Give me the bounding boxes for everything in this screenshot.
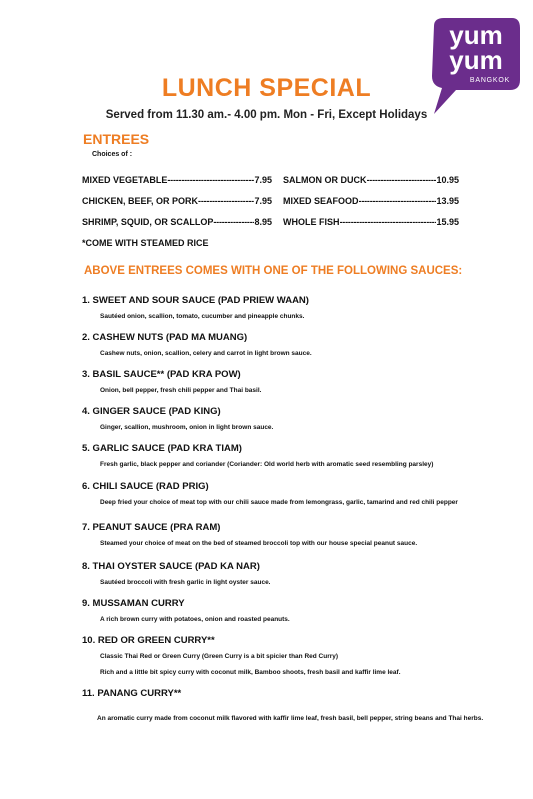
sauce-name: 9. MUSSAMAN CURRY [82, 598, 185, 609]
sauce-name: 3. BASIL SAUCE** (PAD KRA POW) [82, 369, 241, 380]
entree-price: 10.95 [436, 175, 459, 185]
sauce-item [82, 443, 502, 468]
logo-text-bangkok: BANGKOK [469, 77, 511, 84]
sauce-name: 8. THAI OYSTER SAUCE (PAD KA NAR) [82, 561, 260, 572]
sauce-name: 4. GINGER SAUCE (PAD KING) [82, 406, 221, 417]
sauce-item [82, 406, 502, 431]
sauce-description: Fresh garlic, black pepper and coriander (Coriander: Old world herb with aromatic seed resembling parsley) [100, 461, 434, 468]
sauce-description: A rich brown curry with potatoes, onion and roasted peanuts. [100, 616, 290, 623]
entree-item [283, 196, 459, 206]
sauce-item [82, 688, 502, 722]
entree-item [82, 175, 272, 185]
steamed-rice-note: *COME WITH STEAMED RICE [82, 238, 209, 248]
dot-leader [340, 217, 437, 227]
entrees-heading: ENTREES [83, 131, 150, 147]
page-title: LUNCH SPECIAL [161, 74, 372, 102]
sauce-description: Onion, bell pepper, fresh chili pepper and Thai basil. [100, 387, 262, 394]
sauce-item [82, 369, 502, 394]
entree-item [82, 217, 272, 227]
sauce-item [82, 635, 502, 676]
entree-item [283, 175, 459, 185]
choices-label: Choices of : [92, 151, 133, 158]
sauce-description: Sautéed broccoli with fresh garlic in light oyster sauce. [100, 579, 271, 586]
sauce-description: Classic Thai Red or Green Curry (Green Curry is a bit spicier than Red Curry) [100, 653, 339, 660]
entree-price: 8.95 [254, 217, 272, 227]
dot-leader [367, 175, 437, 185]
sauce-item [82, 295, 502, 320]
sauce-item [82, 598, 502, 623]
entree-name: CHICKEN, BEEF, OR PORK [82, 196, 199, 206]
entree-price: 13.95 [436, 196, 459, 206]
entree-price: 7.95 [254, 196, 272, 206]
logo-text-yum-1: yum [449, 20, 503, 50]
entree-name: SALMON OR DUCK [283, 175, 367, 185]
sauces-heading: ABOVE ENTREES COMES WITH ONE OF THE FOLLOWING SAUCES: [84, 265, 463, 277]
sauce-name: 11. PANANG CURRY** [82, 688, 182, 699]
dot-leader [359, 196, 437, 206]
sauce-item [82, 332, 502, 357]
sauce-name: 1. SWEET AND SOUR SAUCE (PAD PRIEW WAAN) [82, 295, 309, 306]
sauce-name: 5. GARLIC SAUCE (PAD KRA TIAM) [82, 443, 242, 454]
entree-item [283, 217, 459, 227]
sauce-description: An aromatic curry made from coconut milk flavored with kaffir lime leaf, fresh basil, bell pepper, string beans and Thai herbs. [97, 715, 484, 722]
serving-hours: Served from 11.30 am.- 4.00 pm. Mon - Fri, Except Holidays [105, 109, 428, 121]
sauce-description: Cashew nuts, onion, scallion, celery and carrot in light brown sauce. [100, 350, 312, 357]
sauce-name: 6. CHILI SAUCE (RAD PRIG) [82, 481, 209, 492]
entree-item [82, 196, 272, 206]
sauce-description: Deep fried your choice of meat top with our chili sauce made from lemongrass, garlic, tamarind and red chili pepper [100, 499, 458, 506]
dot-leader [213, 217, 254, 227]
entree-price: 15.95 [436, 217, 459, 227]
sauce-item [82, 481, 502, 506]
sauce-description: Sautéed onion, scallion, tomato, cucumber and pineapple chunks. [100, 313, 305, 320]
entree-name: MIXED VEGETABLE [82, 175, 168, 185]
sauce-description: Ginger, scallion, mushroom, onion in light brown sauce. [100, 424, 274, 431]
entree-name: MIXED SEAFOOD [283, 196, 359, 206]
sauce-name: 10. RED OR GREEN CURRY** [82, 635, 215, 646]
dot-leader [198, 196, 254, 206]
sauce-item [82, 522, 502, 547]
logo-text-yum-2: yum [449, 45, 503, 75]
entree-price: 7.95 [254, 175, 272, 185]
sauce-description: Steamed your choice of meat on the bed of steamed broccoli top with our house special peanut sauce. [100, 540, 418, 547]
dot-leader [167, 175, 254, 185]
sauce-name: 2. CASHEW NUTS (PAD MA MUANG) [82, 332, 248, 343]
sauce-name: 7. PEANUT SAUCE (PRA RAM) [82, 522, 221, 533]
entree-name: SHRIMP, SQUID, OR SCALLOP [82, 217, 214, 227]
sauce-description-extra: Rich and a little bit spicy curry with coconut milk, Bamboo shoots, fresh basil and kaffir lime leaf. [100, 669, 401, 676]
entree-name: WHOLE FISH [283, 217, 340, 227]
sauce-item [82, 561, 502, 586]
